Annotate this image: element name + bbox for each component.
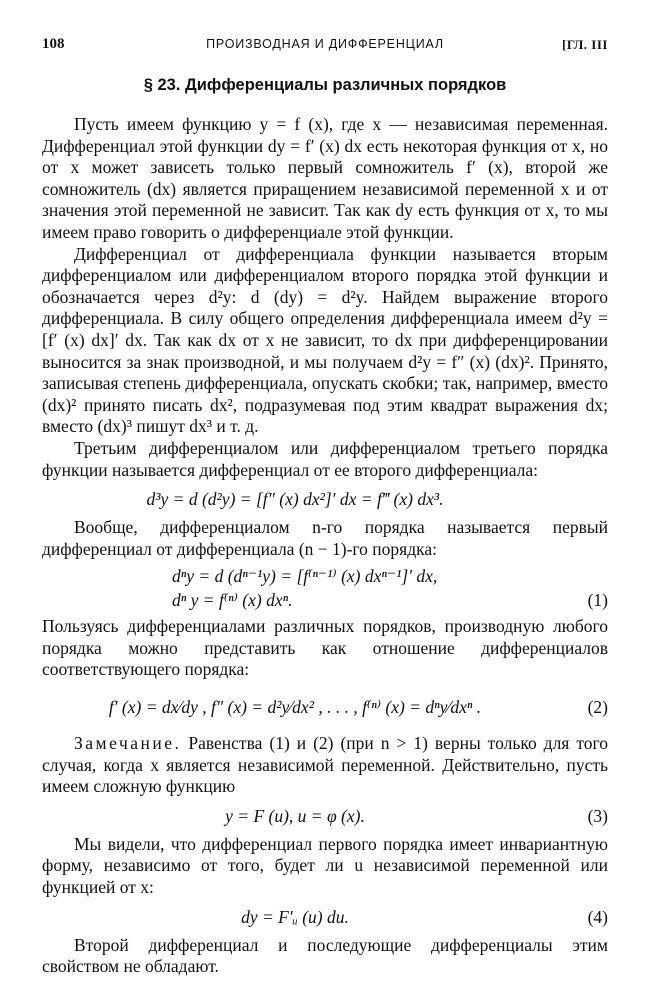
remark-text: Равенства (1) и (2) (при n > 1) верны только для того случая, когда x является независимой переменной. Действительно, пусть имеем сложную функцию — [42, 733, 608, 797]
formula-3 — [42, 802, 608, 830]
paragraph-7: Мы видели, что дифференциал первого порядка имеет инвариантную форму, независимо от того, будет ли u независимой переменной или функцией от x: — [42, 833, 608, 898]
page-header — [42, 36, 608, 58]
formula-third-text: d³y = d (d²y) = [f″ (x) dx²]′ dx = f‴ (x) dx³. — [146, 489, 444, 510]
remark-label: Замечание. — [74, 733, 182, 754]
paragraph-1: Пусть имеем функцию y = f (x), где x — независимая переменная. Дифференциал этой функции dy = f′ (x) dx есть некоторая функция от x, но от x может зависеть только первый сомножитель f′ (x), второй же сомножитель (dx) является приращением независимой переменной x и от значения этой переменной не зависит. Так как dy есть функция от x, то мы имеем право говорить о дифференциале этой функции. — [42, 114, 608, 242]
paragraph-3: Третьим дифференциалом или дифференциалом третьего порядка функции называется дифференциал от ее второго дифференциала: — [42, 437, 608, 480]
formula-4 — [42, 903, 608, 931]
formula-3-text: y = F (u), u = φ (x). — [225, 805, 365, 826]
formula-third-differential — [42, 485, 608, 513]
formula-1 — [42, 564, 608, 612]
page-number: 108 — [42, 36, 65, 52]
formula-3-number: (3) — [587, 805, 608, 826]
formula-2 — [42, 685, 608, 729]
formula-4-text: dy = F′ᵤ (u) du. — [241, 906, 349, 927]
formula-1-number: (1) — [587, 590, 608, 611]
formula-1-line-2: dⁿ y = f⁽ⁿ⁾ (x) dxⁿ. — [172, 590, 293, 611]
page-body — [42, 114, 608, 978]
formula-1-line-1: dⁿy = d (dⁿ⁻¹y) = [f⁽ⁿ⁻¹⁾ (x) dxⁿ⁻¹]′ dx, — [172, 566, 438, 587]
paragraph-2: Дифференциал от дифференциала функции называется вторым дифференциалом или дифференциалом второго порядка этой функции и обозначается через d²y: d (dy) = d²y. Найдем выражение второго дифференциала. В силу общего определения дифференциала имеем d²y = [f′ (x) dx]′ dx. Так как dx от x не зависит, то dx при дифференцировании выносится за знак производной, и мы получаем d²y = f″ (x) (dx)². Принято, записывая степень дифференциала, опускать скобки; так, например, вместо (dx)² принято писать dx², подразумевая под этим квадрат выражения dx; вместо (dx)³ пишут dx³ и т. д. — [42, 243, 608, 437]
paragraph-8: Второй дифференциал и последующие дифференциалы этим свойством не обладают. — [42, 934, 608, 977]
chapter-label: [ГЛ. III — [561, 37, 608, 52]
formula-2-text: f′ (x) = dx⁄dy , f″ (x) = d²y⁄dx² , . . . , f⁽ⁿ⁾ (x) = dⁿy⁄dxⁿ . — [108, 697, 482, 718]
formula-4-number: (4) — [587, 906, 608, 927]
paragraph-6 — [42, 733, 608, 798]
section-title: § 23. Дифференциалы различных порядков — [143, 76, 507, 94]
running-title: ПРОИЗВОДНАЯ И ДИФФЕРЕНЦИАЛ — [206, 37, 444, 51]
formula-2-number: (2) — [587, 697, 608, 718]
paragraph-5: Пользуясь дифференциалами различных порядков, производную любого порядка можно представить как отношение дифференциалов соответствующего порядка: — [42, 616, 608, 680]
paragraph-4: Вообще, дифференциалом n-го порядка называется первый дифференциал от дифференциала (n − 1)-го порядка: — [42, 517, 608, 559]
